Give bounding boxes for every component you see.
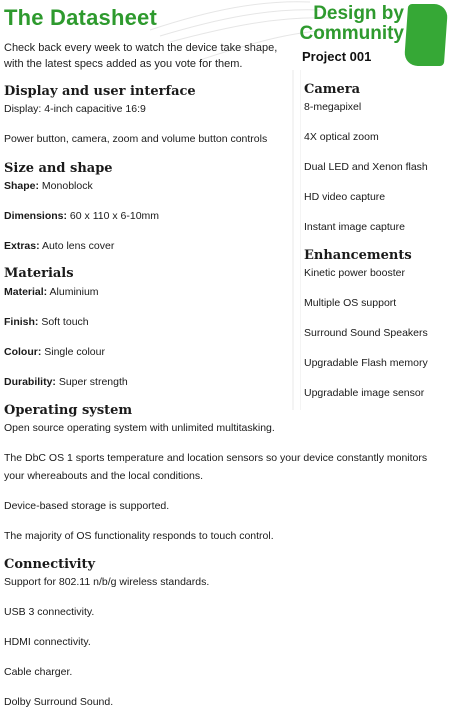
os-paragraph: Device-based storage is supported.	[4, 500, 170, 512]
dimensions-spec	[4, 210, 159, 222]
section-heading-size: Size and shape	[4, 161, 113, 176]
display-spec: Display: 4-inch capacitive 16:9	[4, 103, 146, 115]
section-heading-os: Operating system	[4, 403, 133, 418]
material-spec	[4, 286, 99, 298]
connectivity-item: Support for 802.11 n/b/g wireless standards.	[4, 576, 210, 588]
connectivity-item: Cable charger.	[4, 666, 73, 678]
enhancement-item: Multiple OS support	[304, 297, 397, 309]
project-label: Project 001	[302, 49, 372, 64]
controls-spec: Power button, camera, zoom and volume button controls	[4, 133, 268, 145]
shape-spec	[4, 180, 93, 192]
enhancement-item: Upgradable image sensor	[304, 387, 425, 399]
enhancement-item: Kinetic power booster	[304, 267, 405, 279]
connectivity-item: USB 3 connectivity.	[4, 606, 95, 618]
shape-value: Monoblock	[39, 180, 93, 192]
camera-item: 4X optical zoom	[304, 131, 379, 143]
durability-spec	[4, 376, 128, 388]
dimensions-label: Dimensions:	[4, 210, 68, 222]
enhancement-item: Surround Sound Speakers	[304, 327, 428, 339]
section-heading-display: Display and user interface	[4, 84, 196, 99]
os-paragraph: Open source operating system with unlimited multitasking.	[4, 422, 275, 434]
extras-label: Extras:	[4, 240, 40, 252]
finish-value: Soft touch	[38, 316, 89, 328]
brand-line-2: Community	[299, 23, 404, 44]
material-label: Material:	[4, 286, 48, 298]
section-heading-connectivity: Connectivity	[4, 557, 96, 572]
dimensions-value: 60 x 110 x 6-10mm	[67, 210, 160, 222]
leaf-logo-icon	[404, 4, 448, 66]
connectivity-item: HDMI connectivity.	[4, 636, 91, 648]
camera-item: HD video capture	[304, 191, 386, 203]
enhancement-item: Upgradable Flash memory	[304, 357, 428, 369]
colour-spec	[4, 346, 105, 358]
durability-label: Durability:	[4, 376, 56, 388]
colour-label: Colour:	[4, 346, 42, 358]
colour-value: Single colour	[41, 346, 105, 358]
section-heading-camera: Camera	[304, 82, 361, 97]
os-paragraph: The DbC OS 1 sports temperature and location sensors so your device constantly monitors your whereabouts and the local conditions.	[4, 452, 428, 482]
connectivity-item: Dolby Surround Sound.	[4, 696, 114, 708]
shape-label: Shape:	[4, 180, 40, 192]
intro-text: Check back every week to watch the device take shape, with the latest specs added as you vote for them.	[4, 42, 278, 70]
extras-value: Auto lens cover	[39, 240, 115, 252]
page-title: The Datasheet	[4, 5, 157, 30]
finish-spec	[4, 316, 89, 328]
camera-item: Dual LED and Xenon flash	[304, 161, 428, 173]
brand-line-1: Design by	[313, 3, 404, 24]
camera-item: 8-megapixel	[304, 101, 362, 113]
os-paragraph: The majority of OS functionality responds to touch control.	[4, 530, 274, 542]
finish-label: Finish:	[4, 316, 39, 328]
camera-item: Instant image capture	[304, 221, 405, 233]
material-value: Aluminium	[47, 286, 99, 298]
extras-spec	[4, 240, 114, 252]
section-heading-materials: Materials	[4, 266, 74, 281]
section-heading-enhancements: Enhancements	[304, 248, 412, 263]
durability-value: Super strength	[55, 376, 128, 388]
